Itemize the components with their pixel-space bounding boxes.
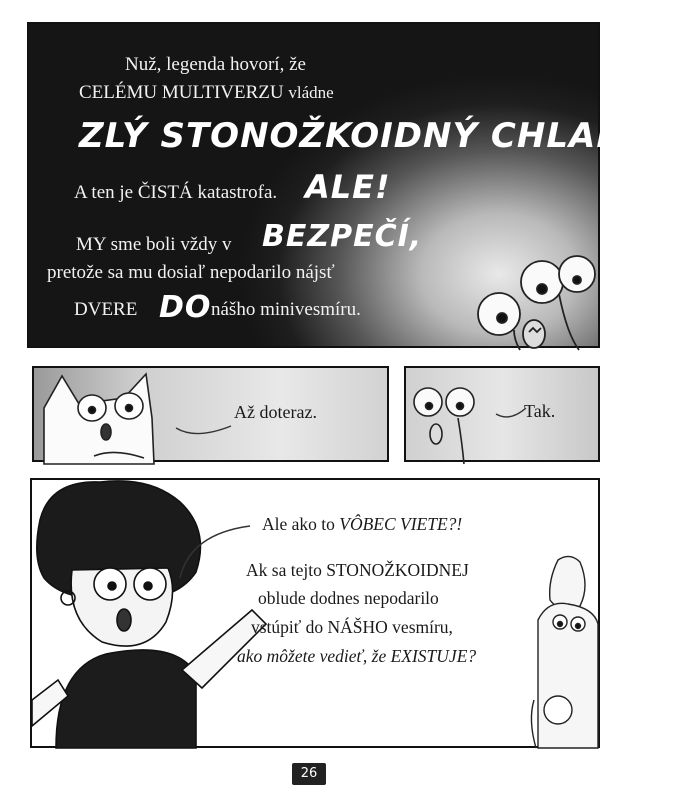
page-number: 26	[292, 763, 326, 785]
dialogue-line-1	[262, 514, 462, 535]
ale-shout: ALE!	[305, 168, 391, 206]
narration-line-6: pretože sa mu dosiaľ nepodarilo nájsť	[47, 262, 335, 283]
speech-tail	[494, 402, 528, 422]
cat-creature-illustration	[518, 550, 602, 748]
dialogue-line-4: vstúpiť do NÁŠHO vesmíru,	[251, 617, 453, 637]
narration-emphasis: CELÉMU MULTIVERZU	[79, 82, 284, 103]
eyeball-creature-illustration	[406, 368, 496, 464]
narration-line-2	[79, 82, 334, 104]
dialogue-line-5: ako môžete vedieť, že EXISTUJE?	[237, 646, 477, 666]
narration-box	[29, 24, 677, 350]
dialogue-emphasis: VÔBEC VIETE?!	[339, 514, 463, 534]
eyeball-creatures-illustration	[459, 234, 602, 350]
cat-face-illustration	[34, 368, 174, 464]
narration-dvere: DVERE	[74, 299, 138, 320]
speech-tail	[174, 520, 254, 580]
narration-line-7	[74, 299, 137, 321]
narration-line-5: MY sme boli vždy v	[76, 234, 232, 255]
narration-line-1: Nuž, legenda hovorí, že	[125, 54, 306, 75]
narration-line-4: A ten je ČISTÁ katastrofa.	[74, 182, 278, 203]
do-shout: DO	[159, 290, 212, 325]
speech-text: Tak.	[524, 401, 556, 421]
dialogue-line-2: Ak sa tejto STONOŽKOIDNEJ	[246, 560, 469, 580]
narration-line-7b: nášho minivesmíru.	[211, 299, 361, 320]
speech-text: Až doteraz.	[234, 402, 317, 422]
bezpeci-shout: BEZPEČÍ,	[262, 219, 423, 254]
narration-word: vládne	[288, 83, 334, 102]
speech-tail	[174, 408, 234, 438]
villain-title: ZLÝ STONOŽKOIDNÝ CHLAPÍK.	[79, 116, 677, 156]
dialogue-line-3: obludе dodnes nepodarilo	[258, 588, 439, 608]
comic-panel-1	[27, 22, 677, 348]
dialogue-text: Ale ako to	[262, 514, 340, 534]
comic-panel-3	[404, 366, 600, 462]
comic-panel-4	[30, 478, 600, 748]
comic-panel-2	[32, 366, 389, 462]
